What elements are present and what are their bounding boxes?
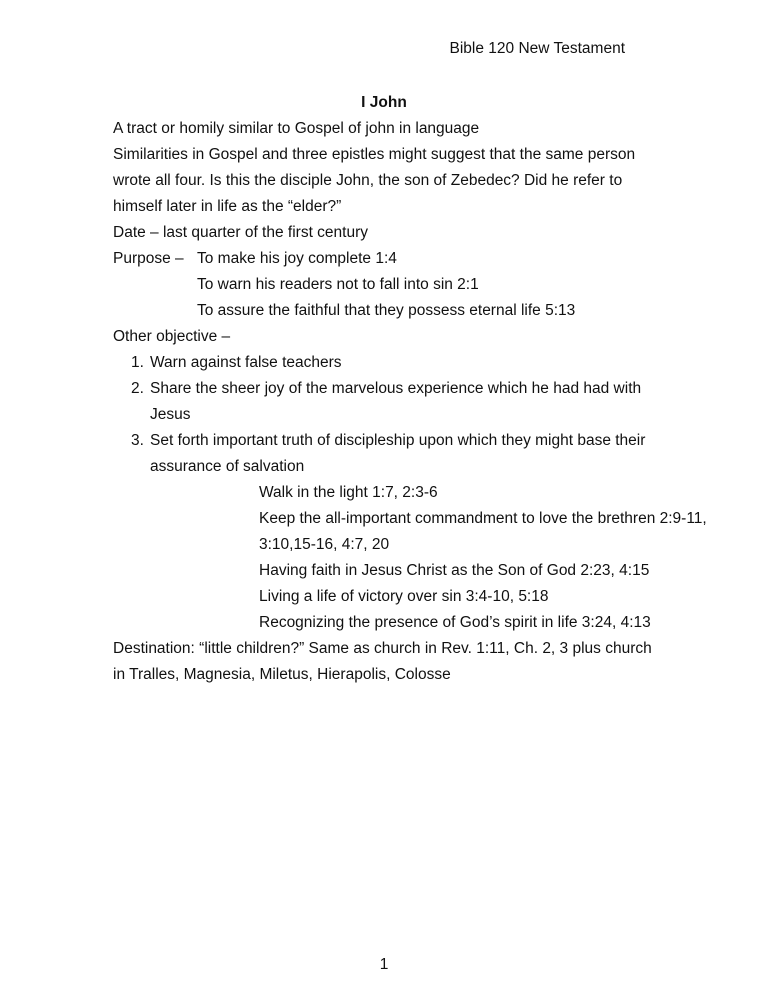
list-number: 2. [131,380,144,397]
sub-item: Living a life of victory over sin 3:4-10, 5:18 [259,588,549,605]
destination-line: in Tralles, Magnesia, Miletus, Hierapolis, Colosse [113,666,451,683]
list-number: 3. [131,432,144,449]
list-item-continuation: Jesus [150,406,191,423]
purpose-item: To make his joy complete 1:4 [197,250,397,267]
sub-item: Recognizing the presence of God’s spirit in life 3:24, 4:13 [259,614,651,631]
sub-item: Having faith in Jesus Christ as the Son of God 2:23, 4:15 [259,562,650,579]
list-item: Set forth important truth of discipleship upon which they might base their [150,432,646,449]
page-header: Bible 120 New Testament [449,40,625,57]
sub-item: 3:10,15-16, 4:7, 20 [259,536,390,553]
list-item-continuation: assurance of salvation [150,458,305,475]
date-line: Date – last quarter of the first century [113,224,369,241]
purpose-item: To warn his readers not to fall into sin 2:1 [197,276,479,293]
purpose-label: Purpose – [113,250,184,267]
purpose-item: To assure the faithful that they possess eternal life 5:13 [197,302,576,319]
document-title: I John [361,94,407,111]
destination-line: Destination: “little children?” Same as church in Rev. 1:11, Ch. 2, 3 plus church [113,640,652,657]
list-item: Warn against false teachers [150,354,342,371]
intro-line: Similarities in Gospel and three epistles might suggest that the same person [113,146,636,163]
list-number: 1. [131,354,144,371]
sub-item: Keep the all-important commandment to love the brethren 2:9-11, [259,510,707,527]
list-item: Share the sheer joy of the marvelous experience which he had had with [150,380,642,397]
intro-line: A tract or homily similar to Gospel of john in language [113,120,480,137]
intro-line: wrote all four. Is this the disciple John, the son of Zebedec? Did he refer to [113,172,623,189]
page-number: 1 [379,956,389,973]
sub-item: Walk in the light 1:7, 2:3-6 [259,484,438,501]
intro-line: himself later in life as the “elder?” [113,198,342,215]
other-objective-label: Other objective – [113,328,231,345]
